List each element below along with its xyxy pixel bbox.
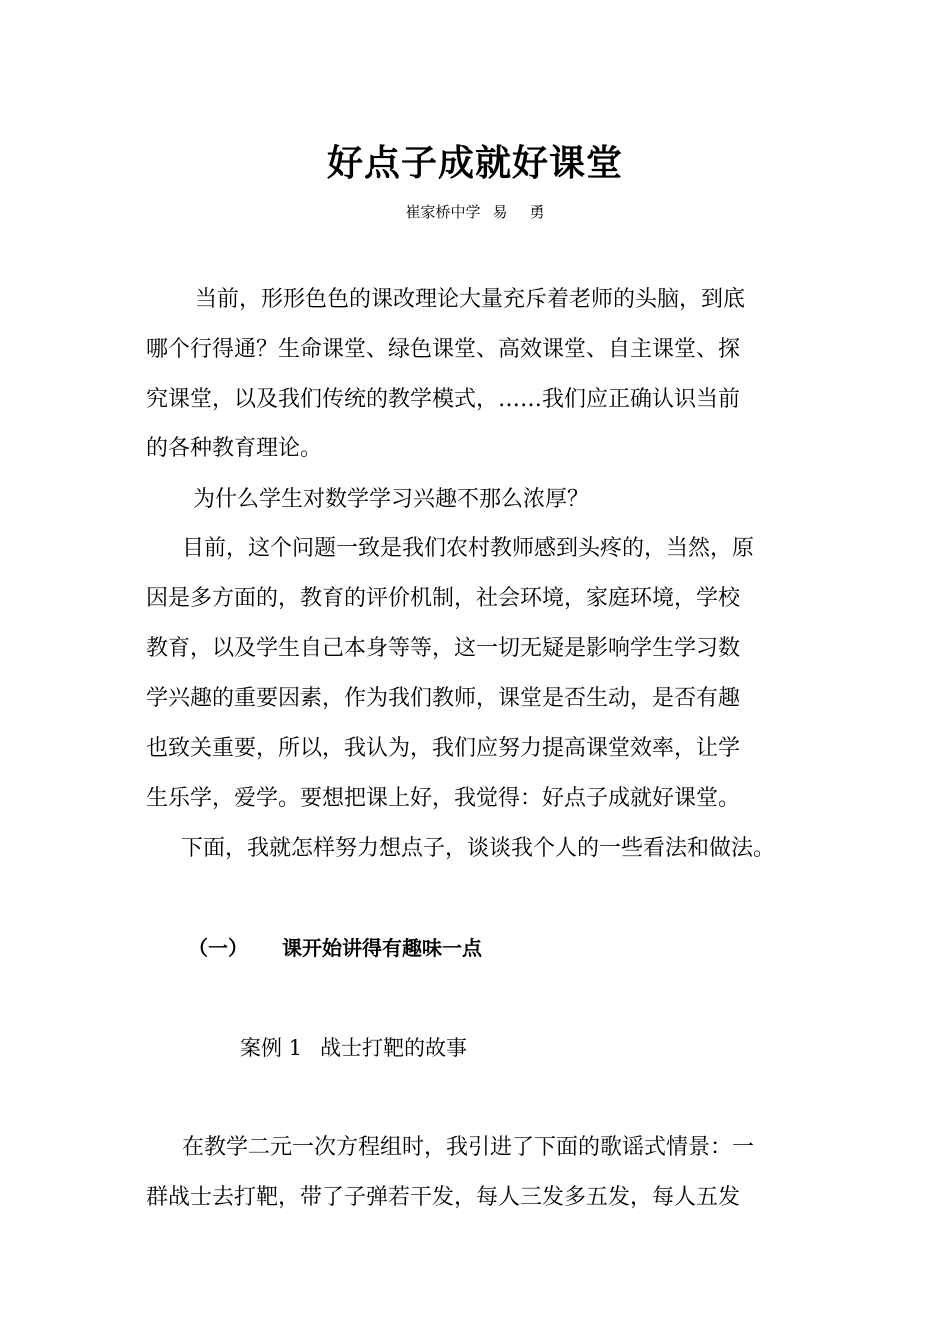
paragraph-line: 生乐学，爱学。要想把课上好，我觉得：好点子成就好课堂。 [146, 786, 741, 811]
document-title: 好点子成就好课堂 [326, 142, 623, 184]
case-title: 战士打靶的故事 [320, 1036, 468, 1060]
case-heading [240, 1033, 467, 1063]
paragraph-line: 当前，形形色色的课改理论大量充斥着老师的头脑，到底 [195, 287, 746, 312]
paragraph-line: 究课堂，以及我们传统的教学模式，……我们应正确认识当前 [146, 387, 741, 412]
paragraph-line: 也致关重要，所以，我认为，我们应努力提高课堂效率，让学 [146, 736, 741, 761]
paragraph-line: 下面，我就怎样努力想点子，谈谈我个人的一些看法和做法。 [181, 836, 776, 861]
paragraph-line: 因是多方面的，教育的评价机制，社会环境，家庭环境，学校 [146, 586, 741, 611]
author-school: 崔家桥中学 [405, 203, 481, 221]
section-heading [188, 933, 482, 963]
author-line [0, 200, 950, 224]
paragraph-line: 为什么学生对数学学习兴趣不那么浓厚？ [193, 487, 590, 512]
paragraph-line: 在教学二元一次方程组时，我引进了下面的歌谣式情景：一 [182, 1135, 755, 1160]
paragraph-line: 群战士去打靶，带了子弹若干发，每人三发多五发，每人五发 [146, 1185, 741, 1210]
paragraph-line: 目前，这个问题一致是我们农村教师感到头疼的，当然，原 [182, 536, 755, 561]
section-title: 课开始讲得有趣味一点 [282, 936, 482, 960]
paragraph-line: 的各种教育理论。 [146, 436, 323, 461]
section-number: （一） [188, 936, 248, 960]
case-label: 案例 1 [240, 1036, 303, 1060]
paragraph-line: 教育，以及学生自己本身等等，这一切无疑是影响学生学习数 [146, 636, 741, 661]
paragraph-line: 哪个行得通？生命课堂、绿色课堂、高效课堂、自主课堂、探 [146, 337, 741, 362]
author-name-part2: 勇 [529, 203, 545, 221]
author-name-part1: 易 [492, 203, 508, 221]
paragraph-line: 学兴趣的重要因素，作为我们教师，课堂是否生动，是否有趣 [146, 686, 741, 711]
